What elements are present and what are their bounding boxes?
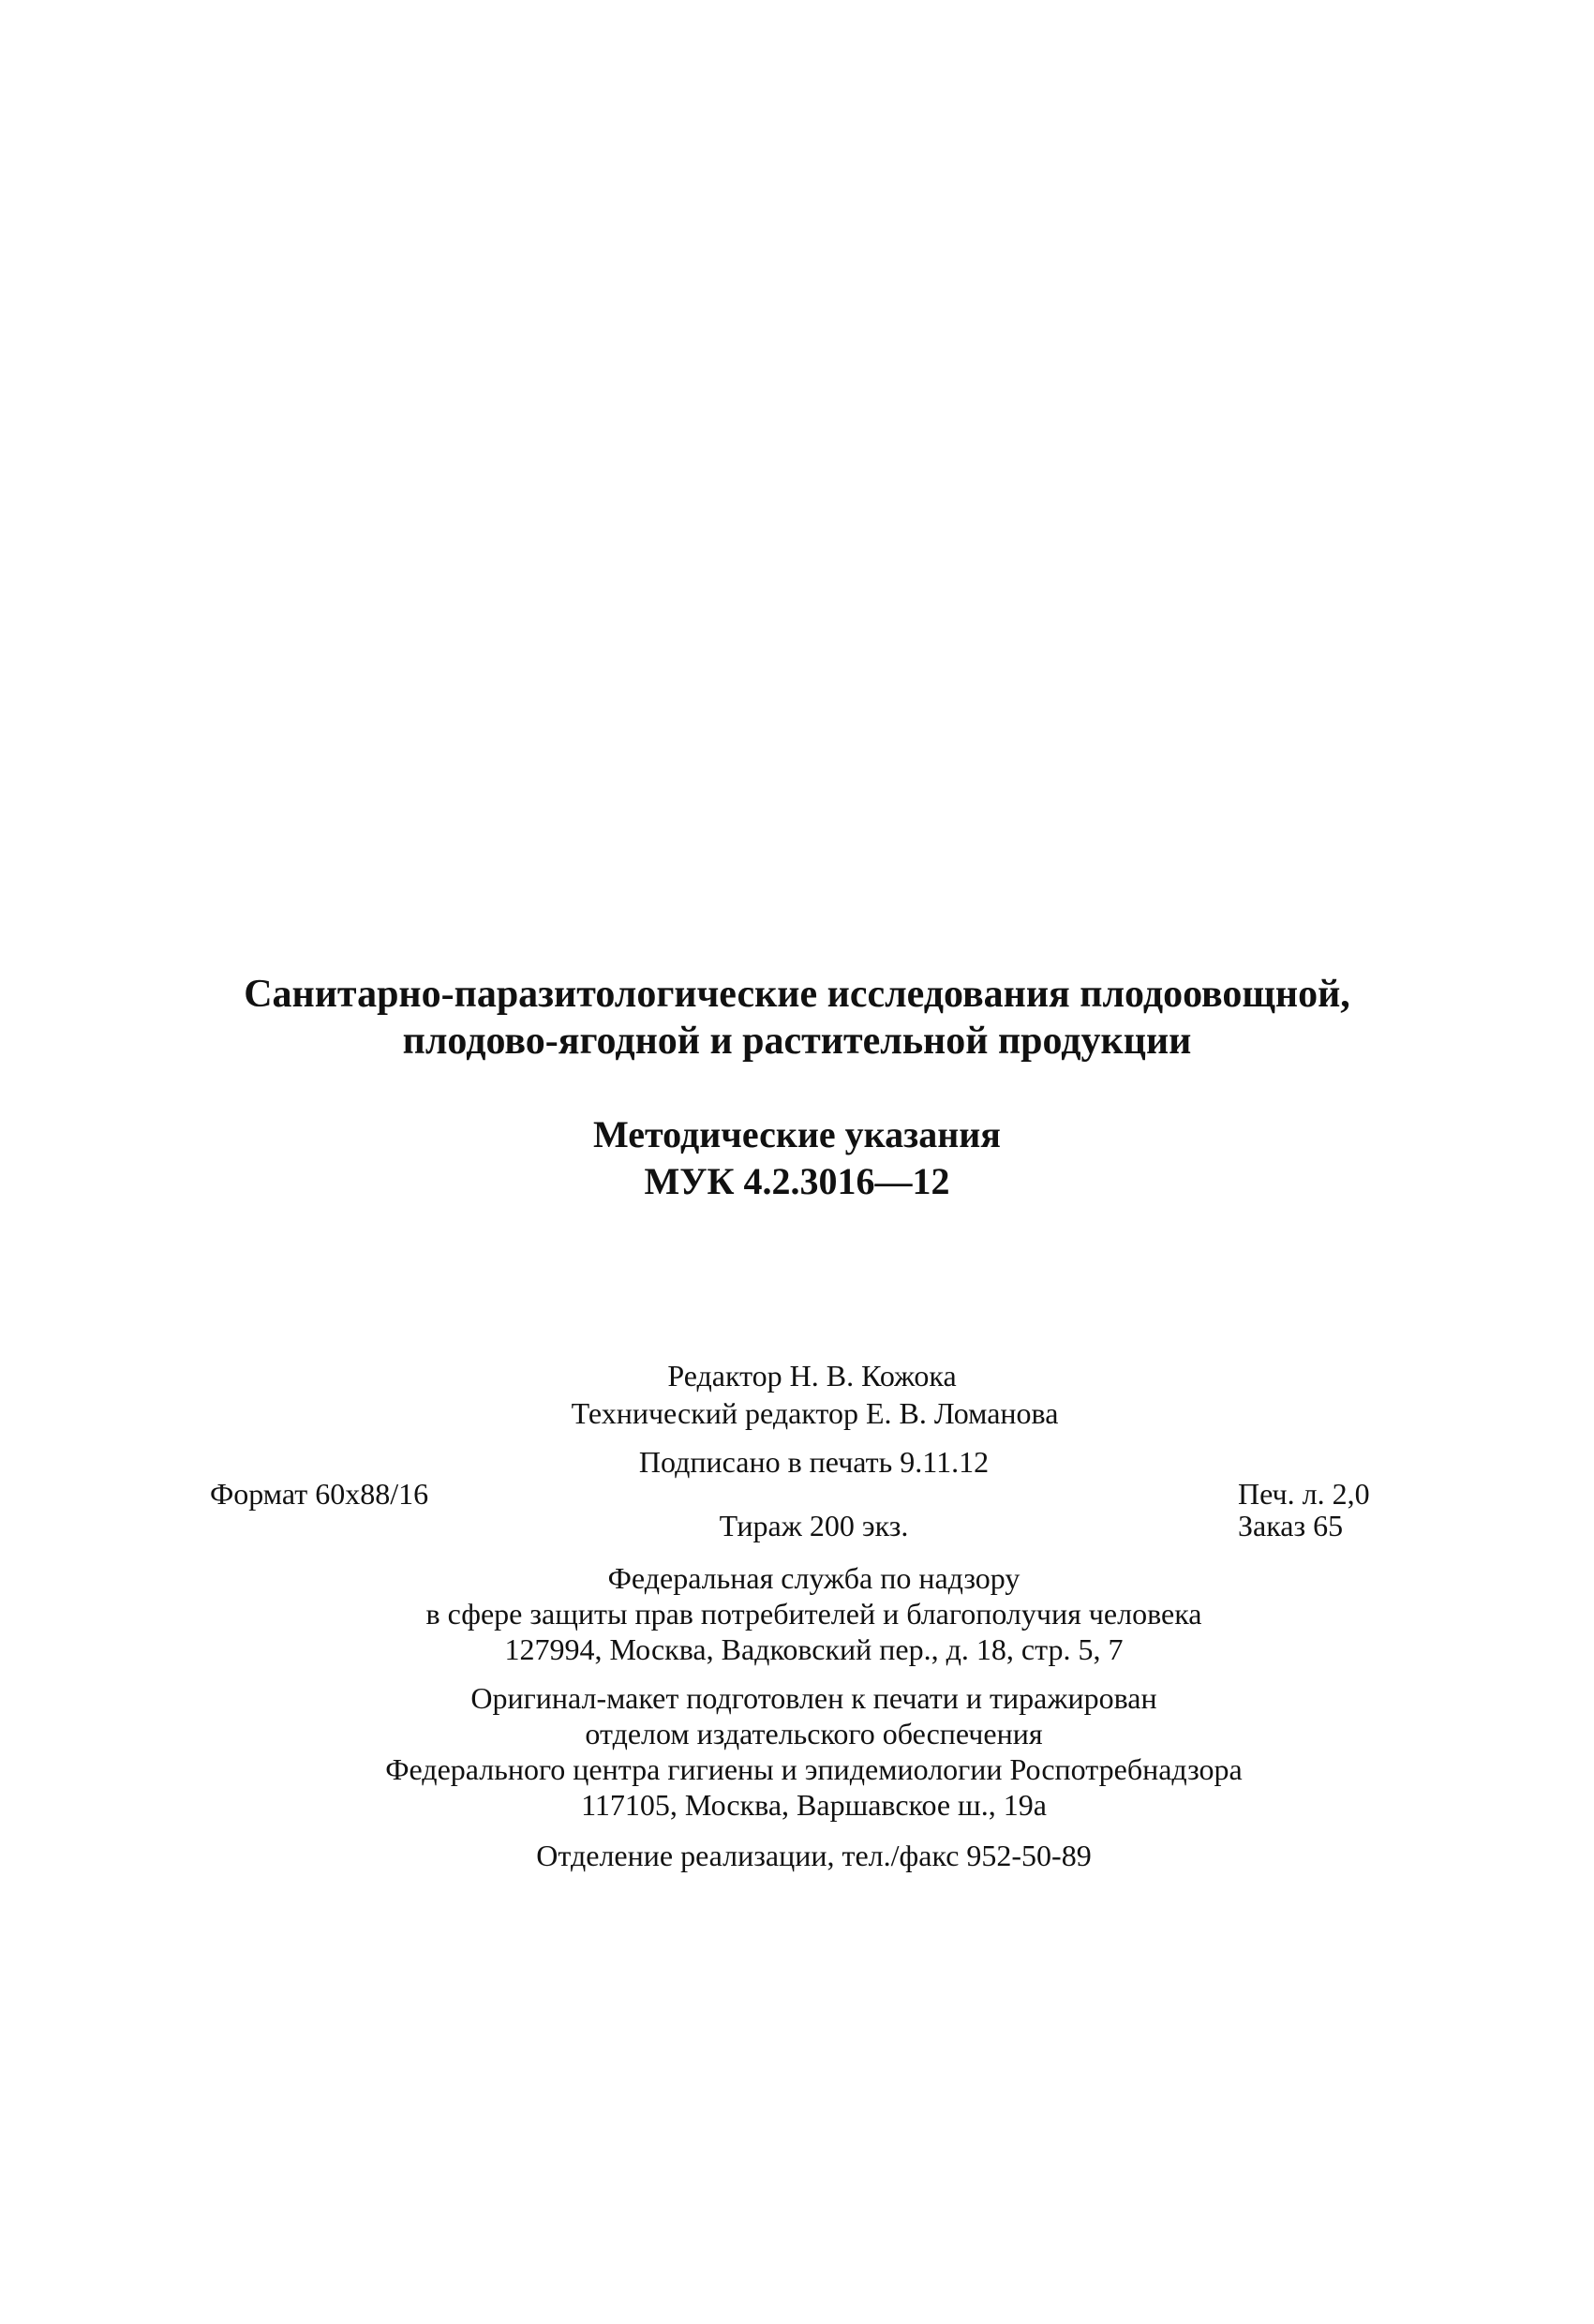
signed-line: Подписано в печать 9.11.12 [638, 1445, 990, 1479]
title-line-2: плодово-ягодной и растительной продукции [402, 1020, 1192, 1063]
printer-line-2: отделом издательского обеспечения [585, 1717, 1043, 1750]
title-line-1: Санитарно-паразитологические исследования плодоовощной, [244, 973, 1350, 1016]
printer-address: 117105, Москва, Варшавское ш., 19а [581, 1788, 1047, 1822]
tech-editor-line: Технический редактор Е. В. Ломанова [571, 1396, 1059, 1430]
sales-contact: Отделение реализации, тел./факс 952-50-89 [536, 1839, 1092, 1872]
publisher-address: 127994, Москва, Вадковский пер., д. 18, стр. 5, 7 [504, 1632, 1124, 1666]
document-subtitle [0, 1111, 1594, 1205]
publisher-line-1: Федеральная служба по надзору [607, 1561, 1020, 1595]
subtitle-code: МУК 4.2.3016—12 [644, 1160, 950, 1202]
editor-line: Редактор Н. В. Кожока [667, 1359, 957, 1393]
circulation-line: Тираж 200 экз. [719, 1509, 909, 1542]
subtitle-type: Методические указания [593, 1113, 1001, 1155]
document-title [0, 971, 1594, 1065]
printer-line-1: Оригинал-макет подготовлен к печати и тиражирован [470, 1681, 1157, 1715]
order-line: Заказ 65 [1238, 1509, 1344, 1542]
format-line: Формат 60x88/16 [210, 1477, 429, 1511]
publisher-line-2: в сфере защиты прав потребителей и благополучия человека [425, 1597, 1202, 1631]
print-sheets-line: Печ. л. 2,0 [1238, 1477, 1370, 1511]
printer-line-3: Федерального центра гигиены и эпидемиологии Роспотребнадзора [385, 1752, 1243, 1786]
